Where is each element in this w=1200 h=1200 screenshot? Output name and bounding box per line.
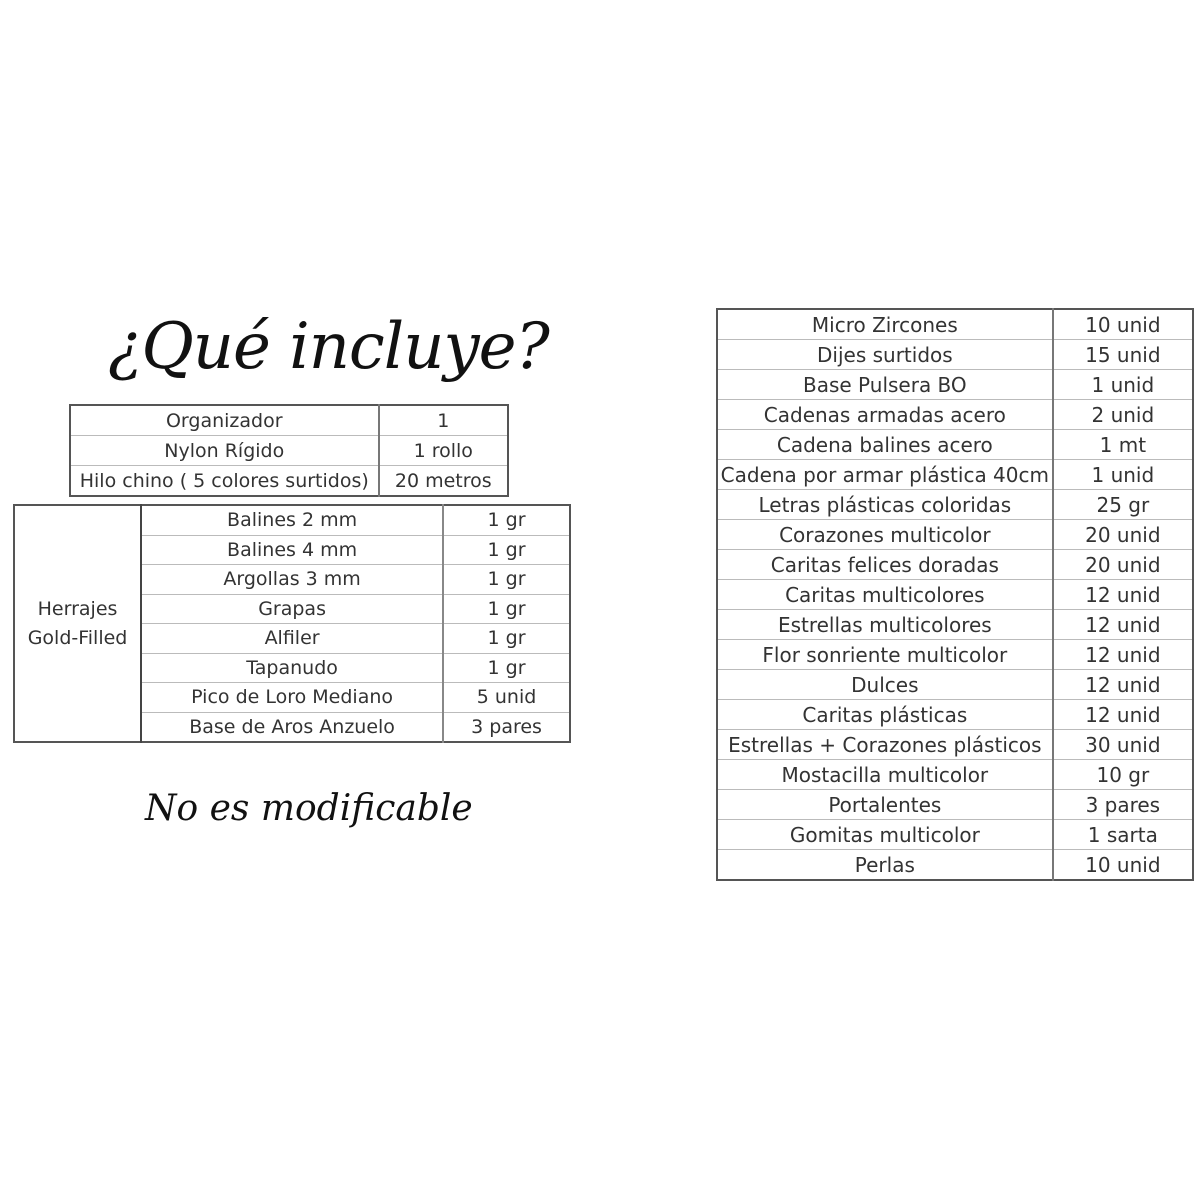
item-name: Balines 4 mm [141,535,443,565]
table-row [717,670,1193,700]
item-quantity: 20 unid [1053,550,1193,580]
item-quantity: 20 unid [1053,520,1193,550]
item-name: Cadenas armadas acero [717,400,1053,430]
table-row [717,640,1193,670]
table-row [717,550,1193,580]
item-name: Argollas 3 mm [141,565,443,595]
item-quantity: 2 unid [1053,400,1193,430]
item-name: Flor sonriente multicolor [717,640,1053,670]
item-quantity: 25 gr [1053,490,1193,520]
item-quantity: 10 gr [1053,760,1193,790]
item-name: Grapas [141,594,443,624]
item-quantity: 1 mt [1053,430,1193,460]
item-quantity: 5 unid [443,683,570,713]
group-label [14,505,141,742]
table-row [717,700,1193,730]
item-name: Caritas multicolores [717,580,1053,610]
item-name: Corazones multicolor [717,520,1053,550]
item-name: Portalentes [717,790,1053,820]
not-modifiable-note: No es modificable [145,788,473,829]
page-title: ¿Qué incluye? [108,310,549,384]
table-row [717,610,1193,640]
item-quantity: 12 unid [1053,580,1193,610]
item-quantity: 3 pares [471,715,542,738]
table-row [14,505,570,535]
item-quantity: 12 unid [1053,700,1193,730]
item-quantity: 10 unid [1053,850,1193,881]
item-name: Dulces [717,670,1053,700]
item-quantity: 1 unid [1053,460,1193,490]
table-row [717,580,1193,610]
table-row [717,309,1193,340]
table-row [717,520,1193,550]
table-row [717,760,1193,790]
item-quantity: 1 rollo [379,436,508,466]
item-name: Perlas [717,850,1053,881]
item-name: Caritas felices doradas [717,550,1053,580]
item-quantity: 1 [379,405,508,436]
item-name: Cadena balines acero [717,430,1053,460]
table-row [717,430,1193,460]
item-name: Letras plásticas coloridas [717,490,1053,520]
item-quantity: 12 unid [1053,610,1193,640]
item-name: Base Pulsera BO [717,370,1053,400]
item-quantity: 1 gr [443,624,570,654]
hardware-items-table [13,504,571,743]
item-quantity: 1 gr [443,594,570,624]
table-row [717,820,1193,850]
table-row [70,466,508,497]
item-quantity: 30 unid [1053,730,1193,760]
table-row [717,400,1193,430]
table-row [717,790,1193,820]
table-row [717,850,1193,881]
item-name: Organizador [70,405,379,436]
item-name: Hilo chino ( 5 colores surtidos) [70,466,379,497]
item-quantity: 1 unid [1053,370,1193,400]
table-row [70,405,508,436]
group-label-line: Herrajes [37,597,118,620]
item-quantity: 12 unid [1053,640,1193,670]
item-quantity: 10 unid [1053,309,1193,340]
item-name: Tapanudo [141,653,443,683]
item-quantity: 1 gr [443,565,570,595]
item-quantity: 15 unid [1053,340,1193,370]
item-quantity: 1 gr [443,535,570,565]
item-name: Base de Aros Anzuelo [141,712,443,742]
item-name: Alfiler [141,624,443,654]
item-name: Balines 2 mm [141,505,443,535]
item-name: Caritas plásticas [717,700,1053,730]
item-name: Estrellas multicolores [717,610,1053,640]
basic-items-table [69,404,509,497]
table-row [717,370,1193,400]
item-quantity: 1 sarta [1053,820,1193,850]
item-quantity: 1 gr [443,653,570,683]
table-row [717,340,1193,370]
extras-items-table [716,308,1194,881]
item-name: Dijes surtidos [717,340,1053,370]
table-row [717,460,1193,490]
item-name: Cadena por armar plástica 40cm [717,460,1053,490]
item-name: Micro Zircones [717,309,1053,340]
item-quantity: 20 metros [394,469,492,492]
item-quantity: 1 gr [443,505,570,535]
table-row [717,490,1193,520]
group-label-line: Gold-Filled [27,626,128,649]
item-name: Pico de Loro Mediano [141,683,443,713]
item-name: Estrellas + Corazones plásticos [717,730,1053,760]
item-name: Mostacilla multicolor [717,760,1053,790]
table-row [717,730,1193,760]
table-row [70,436,508,466]
item-quantity: 12 unid [1053,670,1193,700]
item-name: Nylon Rígido [70,436,379,466]
item-name: Gomitas multicolor [717,820,1053,850]
item-quantity: 3 pares [1053,790,1193,820]
